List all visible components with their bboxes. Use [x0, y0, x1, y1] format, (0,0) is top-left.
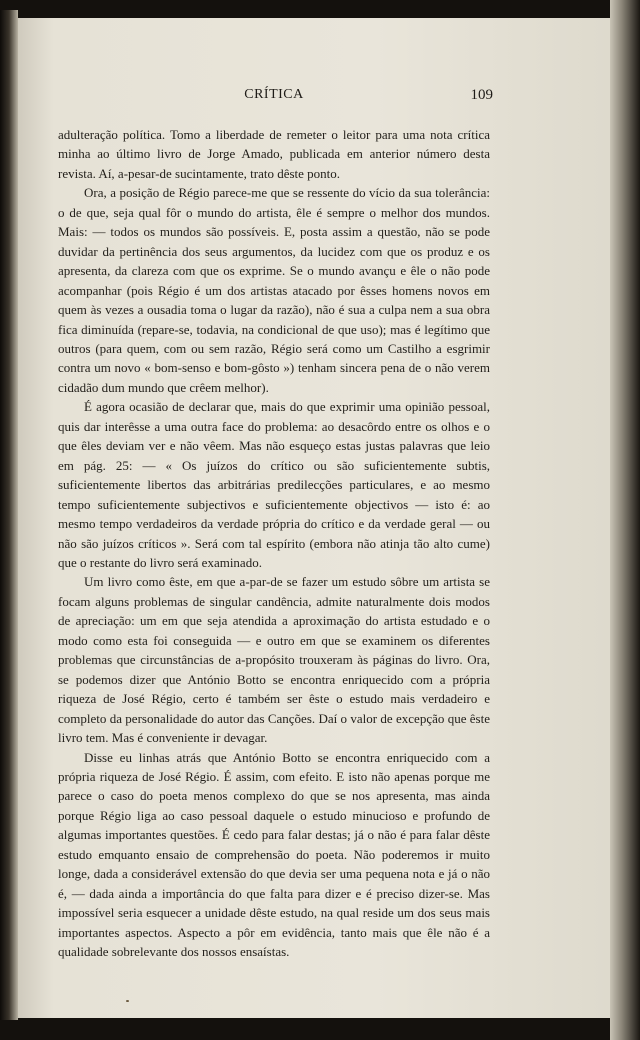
- book-spine-shadow: [0, 10, 18, 1020]
- running-title: CRÍTICA: [244, 87, 304, 102]
- page-number: 109: [470, 87, 493, 103]
- paragraph-4: Um livro como êste, em que a-par-de se fazer um estudo sôbre um artista se focam alguns problemas de singular candência, admite naturalmente dois modos de apreciação: um em que seja atendida a aproximação do artista estudado e o modo como esta foi conseguida — e outro em que se examinem os diferentes problemas que circunstâncias de a-propósito trouxeram às páginas do livro. Ora, se podemos dizer que António Botto se encontra enriquecido com a própria riqueza de José Régio, certo é também ser êste o estudo mais verdadeiro e completo da personalidade do autor das Canções. Daí o valor de excepção que êste livro tem. Mas é conveniente ir devagar.: [58, 574, 490, 746]
- paragraph-2: Ora, a posição de Régio parece-me que se ressente do vício da sua tolerância: o de que, seja qual fôr o mundo do artista, êle é sempre o melhor dos mundos. Mais: — todos os mundos são possíveis. E, posta assim a questão, não se pode duvidar da pertinência dos seus argumentos, da lucidez com que os produz e os apresenta, da clareza com que os exprime. Se o mundo avançu e êle o não pode acompanhar (pois Régio é um dos artistas atacado por êsses homens novos em quem às vezes a ousadia toma o lugar da razão), não é sua a culpa nem a sua obra fica diminuída (repare-se, todavia, na condicional de que uso); mas é legítimo que outros (para quem, com ou sem razão, Régio será como um Castilho a esgrimir contra um novo « bom-senso e bom-gôsto ») tenham sincera pena de o não verem cidadão dum mundo que crêem melhor).: [58, 185, 490, 395]
- paper-speck: [126, 1000, 129, 1002]
- page-edge-right: [610, 0, 640, 1040]
- body-text: [58, 125, 490, 961]
- paragraph-5: Disse eu linhas atrás que António Botto se encontra enriquecido com a própria riqueza de José Régio. É assim, com efeito. E isto não apenas porque me parece o caso do poeta menos complexo do que se nos apresenta, mas ainda porque Régio liga ao caso pessoal daquele o estudo minucioso e profundo de algumas importantes questões. É cedo para falar destas; já o não é para falar dêste estudo emquanto ensaio de comprehensão do poeta. Não poderemos ir muito longe, dada a considerável extensão do que devia ser uma pequena nota e já o não é, — dada ainda a importância do que falta para dizer e é preciso dizer-se. Mas impossível seria esquecer a unidade dêste estudo, na qual reside um dos seus mais importantes aspectos. Aspecto a pôr em evidência, tanto mais que êle não é a qualidade sobrelevante dos nossos ensaístas.: [58, 749, 490, 960]
- paragraph-1: adulteração política. Tomo a liberdade de remeter o leitor para uma nota crítica minha ao último livro de Jorge Amado, publicada em anterior número desta revista. Aí, a-pesar-de sucintamente, trato dêste ponto.: [58, 127, 490, 181]
- paragraph-3: É agora ocasião de declarar que, mais do que exprimir uma opinião pessoal, quis dar interêsse a uma outra face do problema: ao desacôrdo entre os olhos e o que êles deviam ver e não vêem. Mas não esqueço estas justas palavras que leio em pág. 25: — « Os juízos do crítico ou são suficientemente subtis, suficientemente libertos das arbitrárias predilecções particulares, e ao mesmo tempo suficientemente subjectivos e suficientemente objectivos — isto é: ao mesmo tempo verdadeiros da verdade própria do crítico e da verdade geral — ou não são juízos críticos ». Será com tal espírito (embora não atinja tão alto cume) que o restante do livro será examinado.: [58, 399, 490, 570]
